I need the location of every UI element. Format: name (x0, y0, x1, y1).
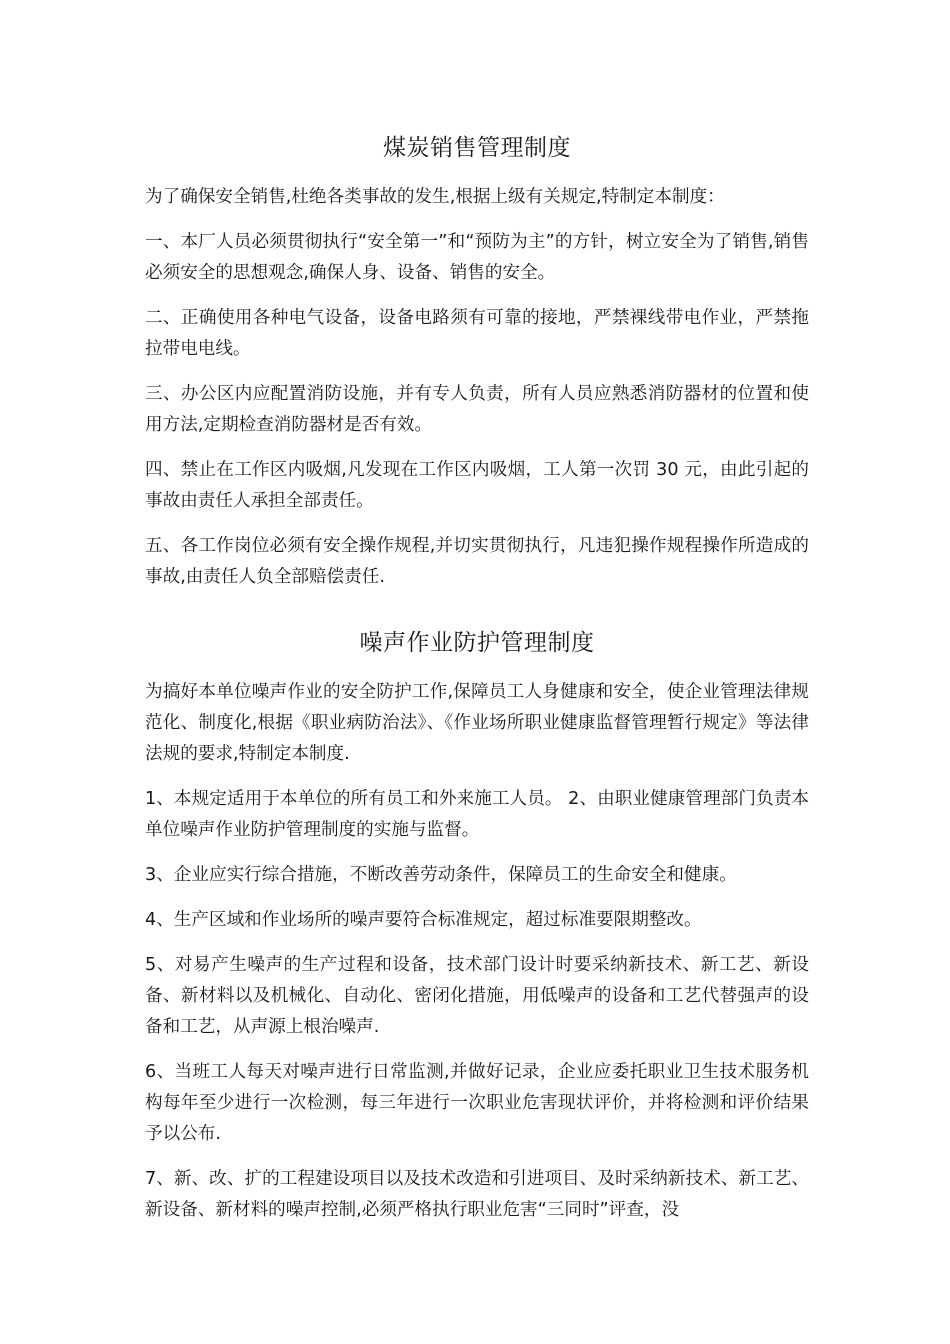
section-1-item-5: 五、各工作岗位必须有安全操作规程,并切实贯彻执行，凡违犯操作规程操作所造成的事故,由责任人负全部赔偿责任. (145, 536, 809, 587)
section-1-title: 煤炭销售管理制度 (383, 135, 571, 161)
section-2-item-7: 7、新、改、扩的工程建设项目以及技术改造和引进项目、及时采纳新技术、新工艺、新设备、新材料的噪声控制,必须严格执行职业危害“三同时”评查，没 (145, 1169, 809, 1220)
document-content (145, 128, 809, 1240)
section-1-item-2: 二、正确使用各种电气设备，设备电路须有可靠的接地，严禁裸线带电作业，严禁拖拉带电电线。 (145, 308, 809, 359)
section-2-item-3: 3、企业应实行综合措施，不断改善劳动条件，保障员工的生命安全和健康。 (145, 865, 737, 885)
section-1-intro: 为了确保安全销售,杜绝各类事故的发生,根据上级有关规定,特制定本制度： (145, 187, 725, 207)
section-2-item-4: 4、生产区域和作业场所的噪声要符合标准规定，超过标准要限期整改。 (145, 910, 702, 930)
section-1-item-3: 三、办公区内应配置消防设施，并有专人负责，所有人员应熟悉消防器材的位置和使用方法,定期检查消防器材是否有效。 (145, 384, 809, 435)
section-2-item-5: 5、对易产生噪声的生产过程和设备，技术部门设计时要采纳新技术、新工艺、新设备、新材料以及机械化、自动化、密闭化措施，用低噪声的设备和工艺代替强声的设备和工艺，从声源上根治噪声. (145, 955, 809, 1037)
section-1-item-1: 一、本厂人员必须贯彻执行“安全第一”和“预防为主”的方针，树立安全为了销售,销售必须安全的思想观念,确保人身、设备、销售的安全。 (145, 232, 809, 283)
section-2-title: 噪声作业防护管理制度 (359, 630, 595, 656)
section-2-item-6: 6、当班工人每天对噪声进行日常监测,并做好记录，企业应委托职业卫生技术服务机构每年至少进行一次检测，每三年进行一次职业危害现状评价，并将检测和评价结果予以公布. (145, 1062, 809, 1144)
section-2-item-1-2: 1、本规定适用于本单位的所有员工和外来施工人员。 2、由职业健康管理部门负责本单位噪声作业防护管理制度的实施与监督。 (145, 789, 809, 840)
section-2-intro: 为搞好本单位噪声作业的安全防护工作,保障员工人身健康和安全，使企业管理法律规范化、制度化,根据《职业病防治法》、《作业场所职业健康监督管理暂行规定》等法律法规的要求,特制定本制度. (145, 682, 809, 764)
section-1-item-4: 四、禁止在工作区内吸烟,凡发现在工作区内吸烟，工人第一次罚 30 元，由此引起的事故由责任人承担全部责任。 (145, 460, 809, 511)
